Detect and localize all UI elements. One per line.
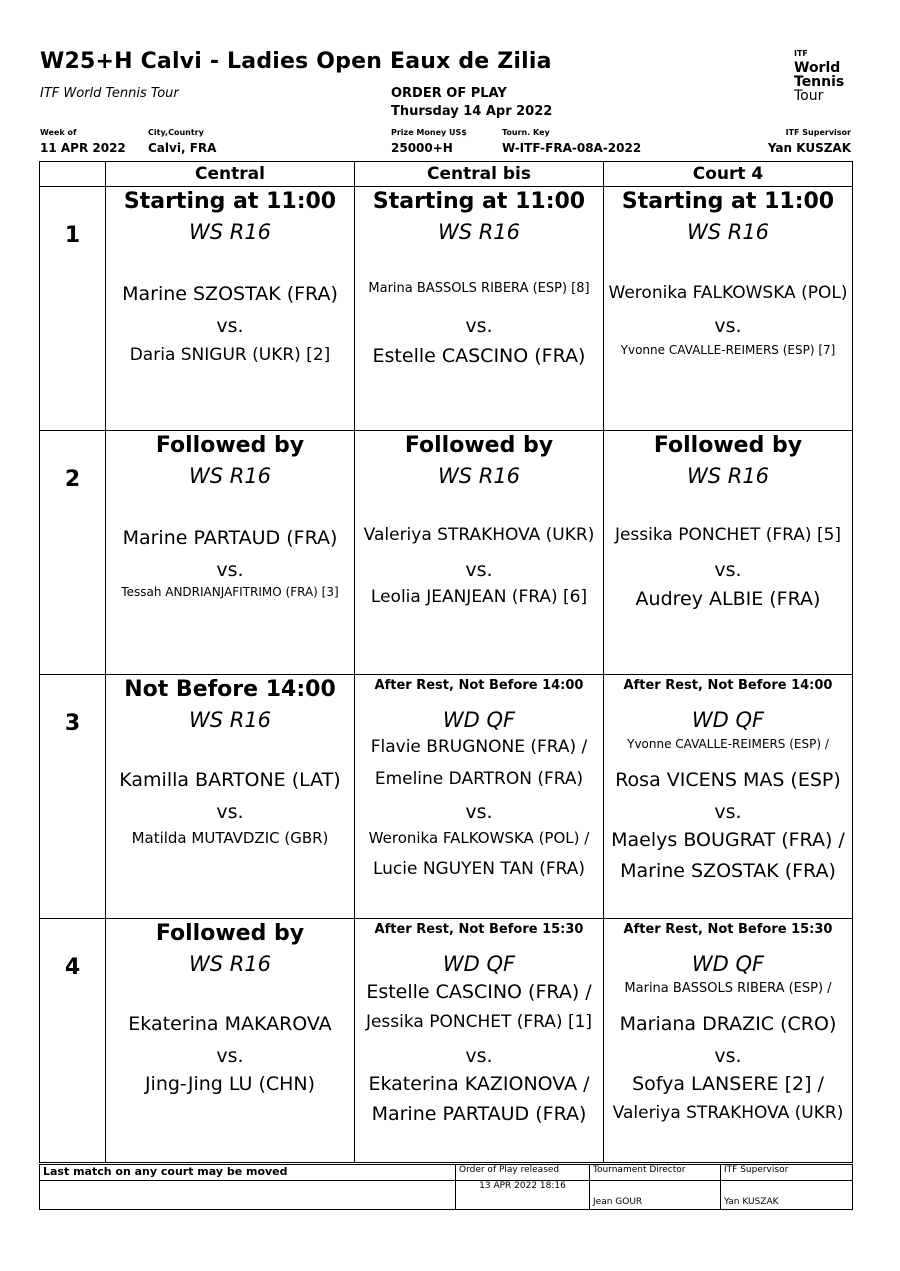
player-2: Jing-Jing LU (CHN) [144,1073,316,1095]
start-time: Starting at 11:00 [123,189,337,214]
match-cell [355,431,604,675]
player-2b: Marine SZOSTAK (FRA) [620,860,836,882]
start-time: After Rest, Not Before 15:30 [374,922,584,937]
player-2a: Maelys BOUGRAT (FRA) / [611,829,845,851]
court-header-row [40,162,853,187]
footer-table [39,1164,853,1210]
director-value: Jean GOUR [590,1181,721,1210]
week-label: Week of [40,128,77,137]
player-1: Ekaterina MAKAROVA [128,1013,332,1035]
tournament-title: W25+H Calvi - Ladies Open Eaux de Zilia [40,49,552,74]
player-1: Marine SZOSTAK (FRA) [122,283,338,305]
start-time: Followed by [155,921,305,946]
city-label: City,Country [148,128,204,137]
match-cell [106,675,355,919]
versus: vs. [714,801,742,823]
player-2b: Lucie NGUYEN TAN (FRA) [372,859,586,879]
court-name: Central [106,162,355,187]
supervisor-value: Yan KUSZAK [767,141,851,155]
tourn-key-value: W-ITF-FRA-08A-2022 [502,141,642,155]
player-2a: Weronika FALKOWSKA (POL) / [368,829,590,847]
footer-note: Last match on any court may be moved [40,1165,456,1181]
match-slot-row [40,187,853,431]
versus: vs. [465,559,493,581]
tour-name: ITF World Tennis Tour [40,86,179,101]
start-time: Followed by [653,433,803,458]
player-2a: Ekaterina KAZIONOVA / [368,1073,590,1095]
event-code: WD QF [442,708,516,732]
versus: vs. [714,559,742,581]
event-code: WD QF [691,708,765,732]
player-2: Estelle CASCINO (FRA) [372,345,586,367]
start-time: After Rest, Not Before 14:00 [623,678,833,693]
player-2b: Valeriya STRAKHOVA (UKR) [612,1103,844,1123]
player-1: Weronika FALKOWSKA (POL) [608,283,848,303]
player-1: Jessika PONCHET (FRA) [5] [614,525,842,545]
match-cell [604,675,853,919]
player-2a: Sofya LANSERE [2] / [632,1073,824,1095]
start-time: Followed by [404,433,554,458]
event-code: WS R16 [188,708,272,732]
player-1a: Marina BASSOLS RIBERA (ESP) / [624,981,832,996]
event-code: WD QF [442,952,516,976]
play-date: Thursday 14 Apr 2022 [391,104,553,119]
player-1a: Estelle CASCINO (FRA) / [366,981,592,1003]
versus: vs. [465,1045,493,1067]
versus: vs. [465,801,493,823]
slot-number: 4 [40,919,106,1163]
versus: vs. [714,315,742,337]
start-time: Starting at 11:00 [372,189,586,214]
slot-number: 2 [40,431,106,675]
match-slot-row [40,675,853,919]
versus: vs. [216,559,244,581]
player-2b: Marine PARTAUD (FRA) [371,1103,587,1125]
versus: vs. [216,1045,244,1067]
player-1b: Jessika PONCHET (FRA) [1] [365,1012,593,1032]
player-1: Marine PARTAUD (FRA) [122,527,338,549]
footer-supervisor-value: Yan KUSZAK [721,1181,853,1210]
itf-world-tennis-tour-logo: ITF World Tennis Tour [794,49,845,104]
player-1b: Emeline DARTRON (FRA) [374,769,584,789]
prize-label: Prize Money US$ [391,128,467,137]
player-1b: Mariana DRAZIC (CRO) [619,1013,837,1035]
director-label: Tournament Director [590,1165,721,1181]
player-2: Yvonne CAVALLE-REIMERS (ESP) [7] [620,343,836,357]
slot-number: 1 [40,187,106,431]
versus: vs. [714,1045,742,1067]
released-value: 13 APR 2022 18:16 [456,1181,590,1210]
player-2: Tessah ANDRIANJAFITRIMO (FRA) [3] [121,585,339,599]
city-value: Calvi, FRA [148,141,217,155]
released-label: Order of Play released [456,1165,590,1181]
order-of-play-heading: ORDER OF PLAY [391,86,507,101]
event-code: WS R16 [686,464,770,488]
footer-blank [40,1181,456,1210]
court-name: Court 4 [604,162,853,187]
player-2: Audrey ALBIE (FRA) [635,588,821,610]
player-2: Matilda MUTAVDZIC (GBR) [131,829,329,847]
match-slot-row [40,431,853,675]
week-value: 11 APR 2022 [40,141,126,155]
event-code: WS R16 [188,464,272,488]
prize-value: 25000+H [391,141,453,155]
blank-header [40,162,106,187]
versus: vs. [216,315,244,337]
event-code: WS R16 [437,464,521,488]
player-1b: Rosa VICENS MAS (ESP) [615,769,841,791]
match-slot-row [40,919,853,1163]
start-time: Not Before 14:00 [124,677,336,702]
match-cell [106,919,355,1163]
match-cell [355,675,604,919]
match-cell [355,187,604,431]
match-cell [604,919,853,1163]
slot-number: 3 [40,675,106,919]
match-cell [604,431,853,675]
versus: vs. [465,315,493,337]
start-time: After Rest, Not Before 15:30 [623,922,833,937]
versus: vs. [216,801,244,823]
tourn-key-label: Tourn. Key [502,128,550,137]
event-code: WS R16 [188,220,272,244]
start-time: Followed by [155,433,305,458]
match-cell [604,187,853,431]
player-1a: Yvonne CAVALLE-REIMERS (ESP) / [627,737,829,751]
event-code: WS R16 [686,220,770,244]
player-2: Daria SNIGUR (UKR) [2] [129,345,331,365]
player-2: Leolia JEANJEAN (FRA) [6] [370,587,588,607]
supervisor-label: ITF Supervisor [785,128,851,137]
event-code: WS R16 [437,220,521,244]
match-cell [106,187,355,431]
court-name: Central bis [355,162,604,187]
player-1: Kamilla BARTONE (LAT) [119,769,341,791]
footer-supervisor-label: ITF Supervisor [721,1165,853,1181]
event-code: WS R16 [188,952,272,976]
player-1: Marina BASSOLS RIBERA (ESP) [8] [368,281,590,296]
player-1a: Flavie BRUGNONE (FRA) / [370,737,588,757]
start-time: After Rest, Not Before 14:00 [374,678,584,693]
match-cell [355,919,604,1163]
event-code: WD QF [691,952,765,976]
player-1: Valeriya STRAKHOVA (UKR) [363,525,595,545]
start-time: Starting at 11:00 [621,189,835,214]
match-cell [106,431,355,675]
order-of-play-grid [39,161,853,1163]
